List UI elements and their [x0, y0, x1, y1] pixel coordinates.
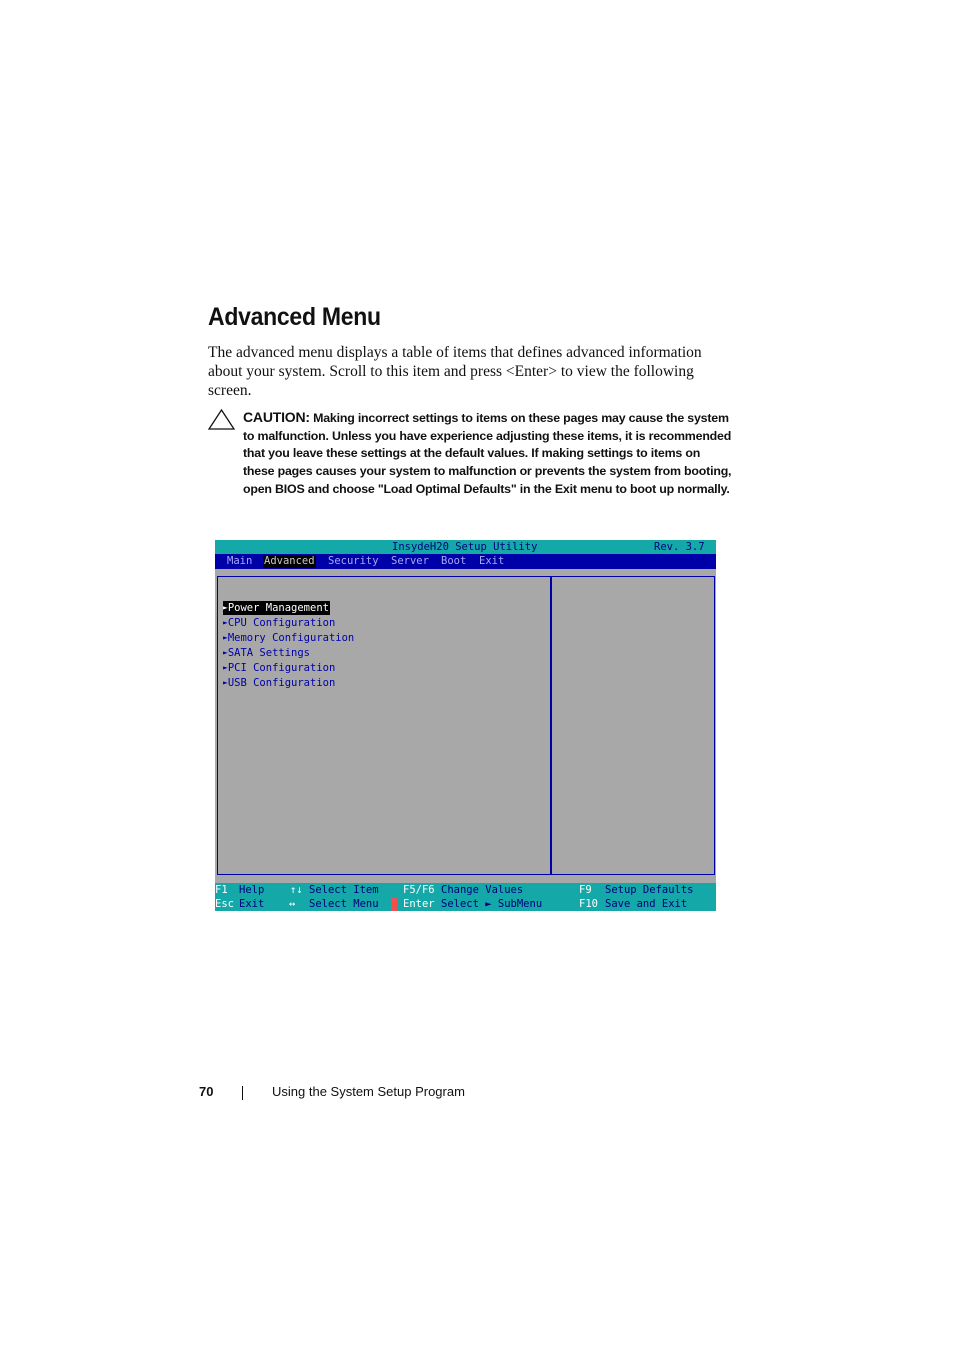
bios-menu-bar	[215, 554, 716, 569]
key-f5f6-desc: Change Values	[441, 884, 524, 896]
submenu-arrow-icon: ►	[223, 663, 228, 672]
tab-server[interactable]: Server	[391, 555, 429, 567]
tab-boot[interactable]: Boot	[441, 555, 467, 567]
key-leftright-icon: ↔	[289, 898, 296, 910]
submenu-arrow-icon: ►	[223, 648, 228, 657]
menu-item-memory-configuration[interactable]: ►Memory Configuration	[223, 632, 355, 644]
caution-note	[243, 409, 733, 499]
submenu-arrow-icon: ►	[223, 633, 228, 642]
footer-separator	[242, 1086, 243, 1100]
bios-help-pane	[552, 576, 715, 875]
submenu-arrow-icon: ►	[223, 603, 228, 612]
key-esc: Esc	[215, 898, 234, 910]
key-updown-desc: Select Item	[309, 884, 379, 896]
bios-title: InsydeH20 Setup Utility	[392, 541, 538, 553]
page-number: 70	[199, 1084, 214, 1099]
tab-advanced[interactable]: Advanced	[264, 555, 315, 567]
caution-triangle-icon	[208, 409, 235, 430]
intro-paragraph: The advanced menu displays a table of items that defines advanced information about your system. Scroll to this item and press <Enter> to view the following screen.	[208, 344, 702, 399]
tab-security[interactable]: Security	[328, 555, 379, 567]
key-esc-desc: Exit	[239, 898, 265, 910]
submenu-arrow-icon: ►	[223, 618, 228, 627]
key-leftright-desc: Select Menu	[309, 898, 379, 910]
menu-item-cpu-configuration[interactable]: ►CPU Configuration	[223, 617, 336, 629]
key-f5f6: F5/F6	[403, 884, 435, 896]
key-enter-desc: Select ► SubMenu	[441, 898, 543, 910]
text-cursor-block	[391, 898, 397, 911]
bios-menu-pane	[217, 576, 552, 875]
key-f9-desc: Setup Defaults	[605, 884, 694, 896]
key-updown-icon: ↑↓	[290, 884, 303, 896]
submenu-arrow-icon: ►	[223, 678, 228, 687]
section-heading: Advanced Menu	[208, 303, 381, 331]
key-enter: Enter	[403, 898, 435, 910]
bios-key-legend	[215, 883, 716, 911]
menu-item-sata-settings[interactable]: ►SATA Settings	[223, 647, 311, 659]
menu-item-usb-configuration[interactable]: ►USB Configuration	[223, 677, 336, 689]
menu-item-pci-configuration[interactable]: ►PCI Configuration	[223, 662, 336, 674]
menu-item-power-management[interactable]: ►Power Management	[223, 602, 329, 614]
key-f10-desc: Save and Exit	[605, 898, 688, 910]
bios-revision: Rev. 3.7	[654, 541, 705, 553]
tab-main[interactable]: Main	[227, 555, 253, 567]
bios-screenshot	[215, 540, 716, 911]
key-f1: F1	[215, 884, 228, 896]
bios-title-bar	[215, 540, 716, 554]
caution-label: CAUTION:	[243, 409, 310, 425]
tab-exit[interactable]: Exit	[479, 555, 505, 567]
caution-text: Making incorrect settings to items on these pages may cause the system to malfunction. Unless you have experience adjusting these items, it is recommended that you leave these settings at the default values. If making settings to items on these pages causes your system to malfunction or prevents the system from booting, open BIOS and choose "Load Optimal Defaults" in the Exit menu to boot up normally.	[243, 411, 732, 496]
key-f1-desc: Help	[239, 884, 265, 896]
bios-menu-list	[223, 601, 355, 691]
running-title: Using the System Setup Program	[272, 1084, 465, 1099]
key-f10: F10	[579, 898, 598, 910]
key-f9: F9	[579, 884, 592, 896]
